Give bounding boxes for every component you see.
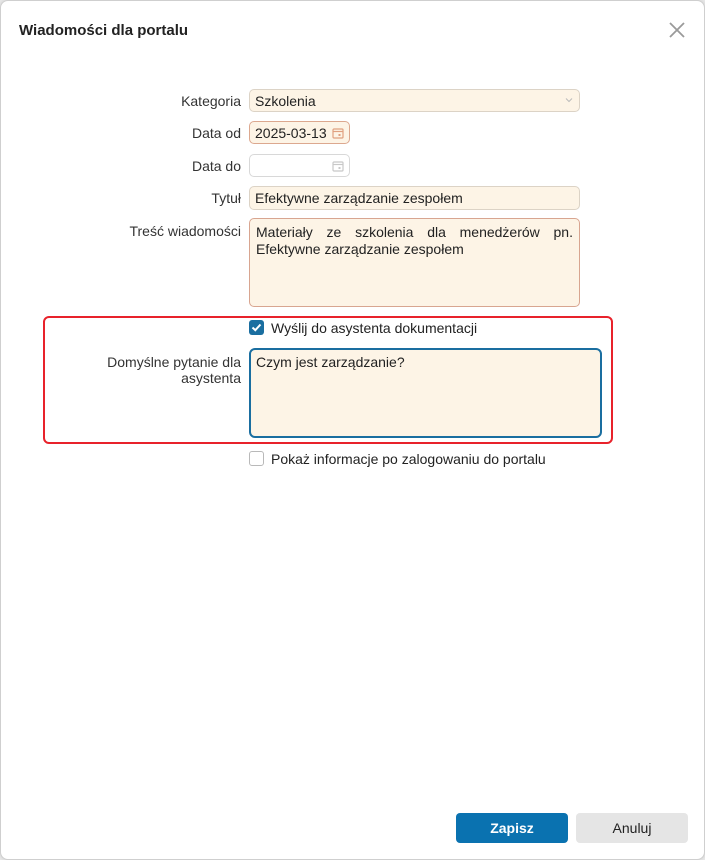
content-textarea[interactable]: Materiały ze szkolenia dla menedżerów pn. Efektywne zarządzanie zespołem: [249, 218, 580, 307]
calendar-icon[interactable]: [332, 127, 344, 139]
title-value: Efektywne zarządzanie zespołem: [255, 190, 463, 206]
default-question-label: Domyślne pytanie dla asystenta: [107, 354, 241, 386]
category-label: Kategoria: [181, 93, 241, 109]
date-to-label: Data do: [191, 158, 241, 174]
send-to-assistant-label: Wyślij do asystenta dokumentacji: [271, 320, 478, 336]
close-button[interactable]: [667, 20, 687, 40]
date-from-label: Data od: [191, 125, 241, 141]
category-select[interactable]: [249, 89, 580, 112]
chevron-down-icon: [565, 96, 573, 104]
content-label: Treść wiadomości: [129, 223, 241, 239]
checkmark-icon: [249, 320, 264, 335]
send-to-assistant-checkbox[interactable]: [249, 320, 264, 335]
show-after-login-label: Pokaż informacje po zalogowaniu do portalu: [271, 451, 546, 467]
save-button[interactable]: Zapisz: [456, 813, 568, 843]
show-after-login-checkbox[interactable]: [249, 451, 264, 466]
dialog-title: Wiadomości dla portalu: [19, 22, 189, 39]
default-question-textarea[interactable]: Czym jest zarządzanie?: [249, 348, 602, 438]
date-from-input[interactable]: [249, 121, 350, 144]
calendar-icon[interactable]: [332, 160, 344, 172]
date-to-input[interactable]: [249, 154, 350, 177]
title-input[interactable]: [249, 186, 580, 210]
category-value: Szkolenia: [255, 92, 316, 109]
cancel-button[interactable]: Anuluj: [576, 813, 688, 843]
date-from-value: 2025-03-13: [255, 124, 327, 141]
title-label: Tytuł: [211, 190, 241, 206]
close-icon: [667, 20, 687, 40]
